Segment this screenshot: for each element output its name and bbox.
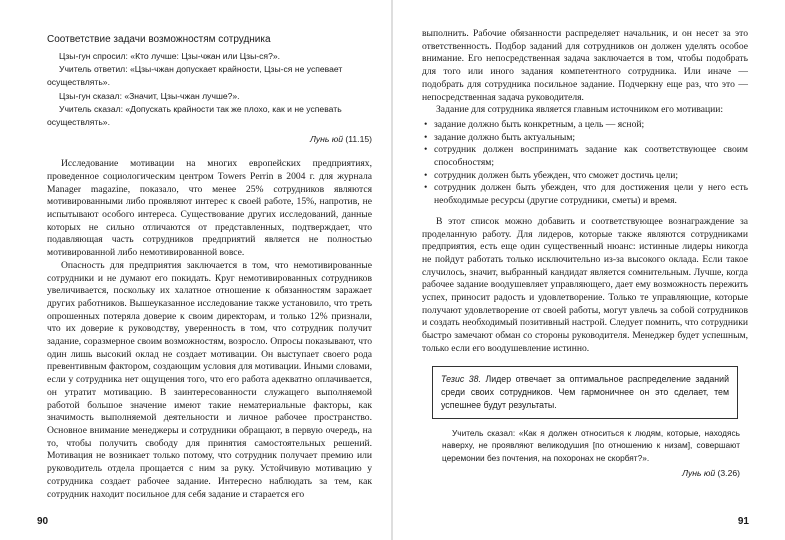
- right-body-text-2: [422, 216, 748, 356]
- closing-quote: [422, 427, 748, 465]
- dialog-line: Учитель сказал: «Допускать крайности так же плохо, как и не успевать осуществлять».: [47, 103, 342, 128]
- bullet-icon: •: [424, 118, 428, 130]
- quote-text: Учитель сказал: «Как я должен относиться к людям, которые, находясь наверху, не проявляют великодушия [по отношению к низам], совершают церемонии без почтения, на похоронах не скорбят?».: [442, 427, 740, 463]
- bullet-icon: •: [424, 182, 428, 194]
- list-item: [422, 170, 748, 183]
- list-item-text: сотрудник должен воспринимать задание как соответствующее своим способностям;: [434, 144, 748, 169]
- body-paragraph: выполнить. Рабочие обязанности распределяет начальник, и он несет за это ответственность. Подбор заданий для сотрудников он должен уделять особое внимание. Его непосредственная задача заключается в том, чтобы подобрать для того или иного задания компетентного сотрудника. Или иначе — подобрать для сотрудника посильное задание. Подчеркну еще раз, что это — непосредственная задача руководителя.: [422, 28, 748, 103]
- citation-ref: (11.15): [343, 134, 372, 145]
- body-paragraph: Исследование мотивации на многих европейских предприятиях, проведенное социологическим центром Towers Perrin в 2004 г. для журнала Manager magazine, показало, что менее 25% сотрудников являются мотивированными либо проявляют интерес к своей работе, 15%, напротив, не испытывают особого интереса. Существование других исследований, данные которых не сильно отличаются от представленных, подтверждает, что подавляющая часть сотрудников предприятий является не полностью мотивированной либо немотивированной вовсе.: [47, 158, 372, 259]
- left-body-text: [47, 158, 372, 501]
- bullet-icon: •: [424, 144, 428, 156]
- list-item: [422, 132, 748, 145]
- bullet-icon: •: [424, 169, 428, 181]
- citation-source: Лунь юй: [682, 468, 716, 479]
- thesis-text: Лидер отвечает за оптимальное распределение заданий среди своих сотрудников. Чем гармоничнее он это сделает, тем успешнее будут результаты.: [441, 373, 729, 410]
- right-page: [393, 0, 785, 540]
- epigraph-citation: [47, 134, 372, 144]
- list-item: [422, 144, 748, 169]
- thesis-label: Тезис 38.: [441, 373, 481, 384]
- list-item-text: задание должно быть конкретным, а цель — ясной;: [434, 118, 645, 130]
- thesis-box: [432, 366, 738, 419]
- bullet-icon: •: [424, 131, 428, 143]
- body-paragraph: Задание для сотрудника является главным источником его мотивации:: [436, 104, 724, 116]
- list-item-text: задание должно быть актуальным;: [434, 131, 576, 143]
- section-heading: Соответствие задачи возможностям сотрудника: [47, 34, 271, 45]
- page-number-left: 90: [37, 516, 49, 527]
- citation-source: Лунь юй: [309, 134, 344, 145]
- right-body-text: [422, 28, 748, 117]
- motivation-list: [422, 119, 748, 208]
- closing-citation: [422, 468, 740, 478]
- list-item-text: сотрудник должен быть убежден, что для достижения цели у него есть необходимые ресурсы (другие сотрудники, сметы) и время.: [434, 182, 748, 207]
- right-page-column: [422, 28, 748, 478]
- body-paragraph: Опасность для предприятия заключается в том, что немотивированные сотрудники и не думают его покидать. Круг немотивированных сотрудников увеличивается, поскольку их халатное отношение к обязанностям заражает других работников. Вышеуказанное исследование также установило, что треть опрошенных потеряла доверие к своим директорам, и только 12% признали, что их доверие к руководству, уверенность в том, что сотрудник получит задание, соразмерное своим возможностям, возросло. Опросы показывают, что один лишь высокий оклад не создает мотивации. Он выступает своего рода превентивным фактором, создающим условия для мотивации. Иными словами, если у сотрудника нет ощущения того, что его работа адекватно оплачивается, он утратит мотивацию. В заинтересованности служащего выполняемой работой большое значение имеют такие нематериальные факторы, как значимость выполняемой деятельности и личное рабочее пространство. Основное внимание менеджеры и сотрудники обращают, в первую очередь, на то, чтобы получить свободу для принятия самостоятельных решений. Мотивация не возникает только потому, что сотрудник получает премию или руководитель отдела прощается с ним за руку. Устойчивую мотивацию у сотрудника создает рабочее задание. Интересно наблюдать за тем, как сотрудник находит посильное для себя задание и старается его: [47, 259, 372, 500]
- list-item-text: сотрудник должен быть убежден, что сможет достичь цели;: [434, 169, 679, 181]
- epigraph-dialog: [47, 50, 372, 129]
- left-page-column: [47, 28, 372, 501]
- left-page: [0, 0, 392, 540]
- dialog-line: Цзы-гун спросил: «Кто лучше: Цзы-чжан или Цзы-ся?».: [59, 51, 281, 61]
- dialog-line: Учитель ответил: «Цзы-чжан допускает крайности, Цзы-ся не успевает осуществлять».: [47, 64, 343, 88]
- page-number-right: 91: [737, 516, 749, 527]
- list-item: [422, 119, 748, 132]
- body-paragraph: В этот список можно добавить и соответствующее вознаграждение за проделанную работу. Для лидеров, которые также являются сотрудниками предприятия, есть еще один существенный нюанс: истинные лидеры никогда не пойдут работать только исключительно из-за высокого оклада. Если такое случилось, значит, выбранный кандидат является сомнительным. Лучше, когда рабочее задание воодушевляет управляющего, дает ему возможность пережить успех, приносит радость и удовлетворение. Только те управляющие, которые получают удовлетворение от своей работы, могут увлечь за собой сотрудников и создать необходимый позитивный настрой. Следует помнить, что сотрудники быстро замечают обман со стороны руководителя. Менеджер будет успешным, только если его воодушевление истинно.: [422, 215, 748, 354]
- dialog-line: Цзы-гун сказал: «Значит, Цзы-чжан лучше?».: [59, 90, 240, 101]
- list-item: [422, 182, 748, 207]
- citation-ref: (3.26): [715, 468, 740, 479]
